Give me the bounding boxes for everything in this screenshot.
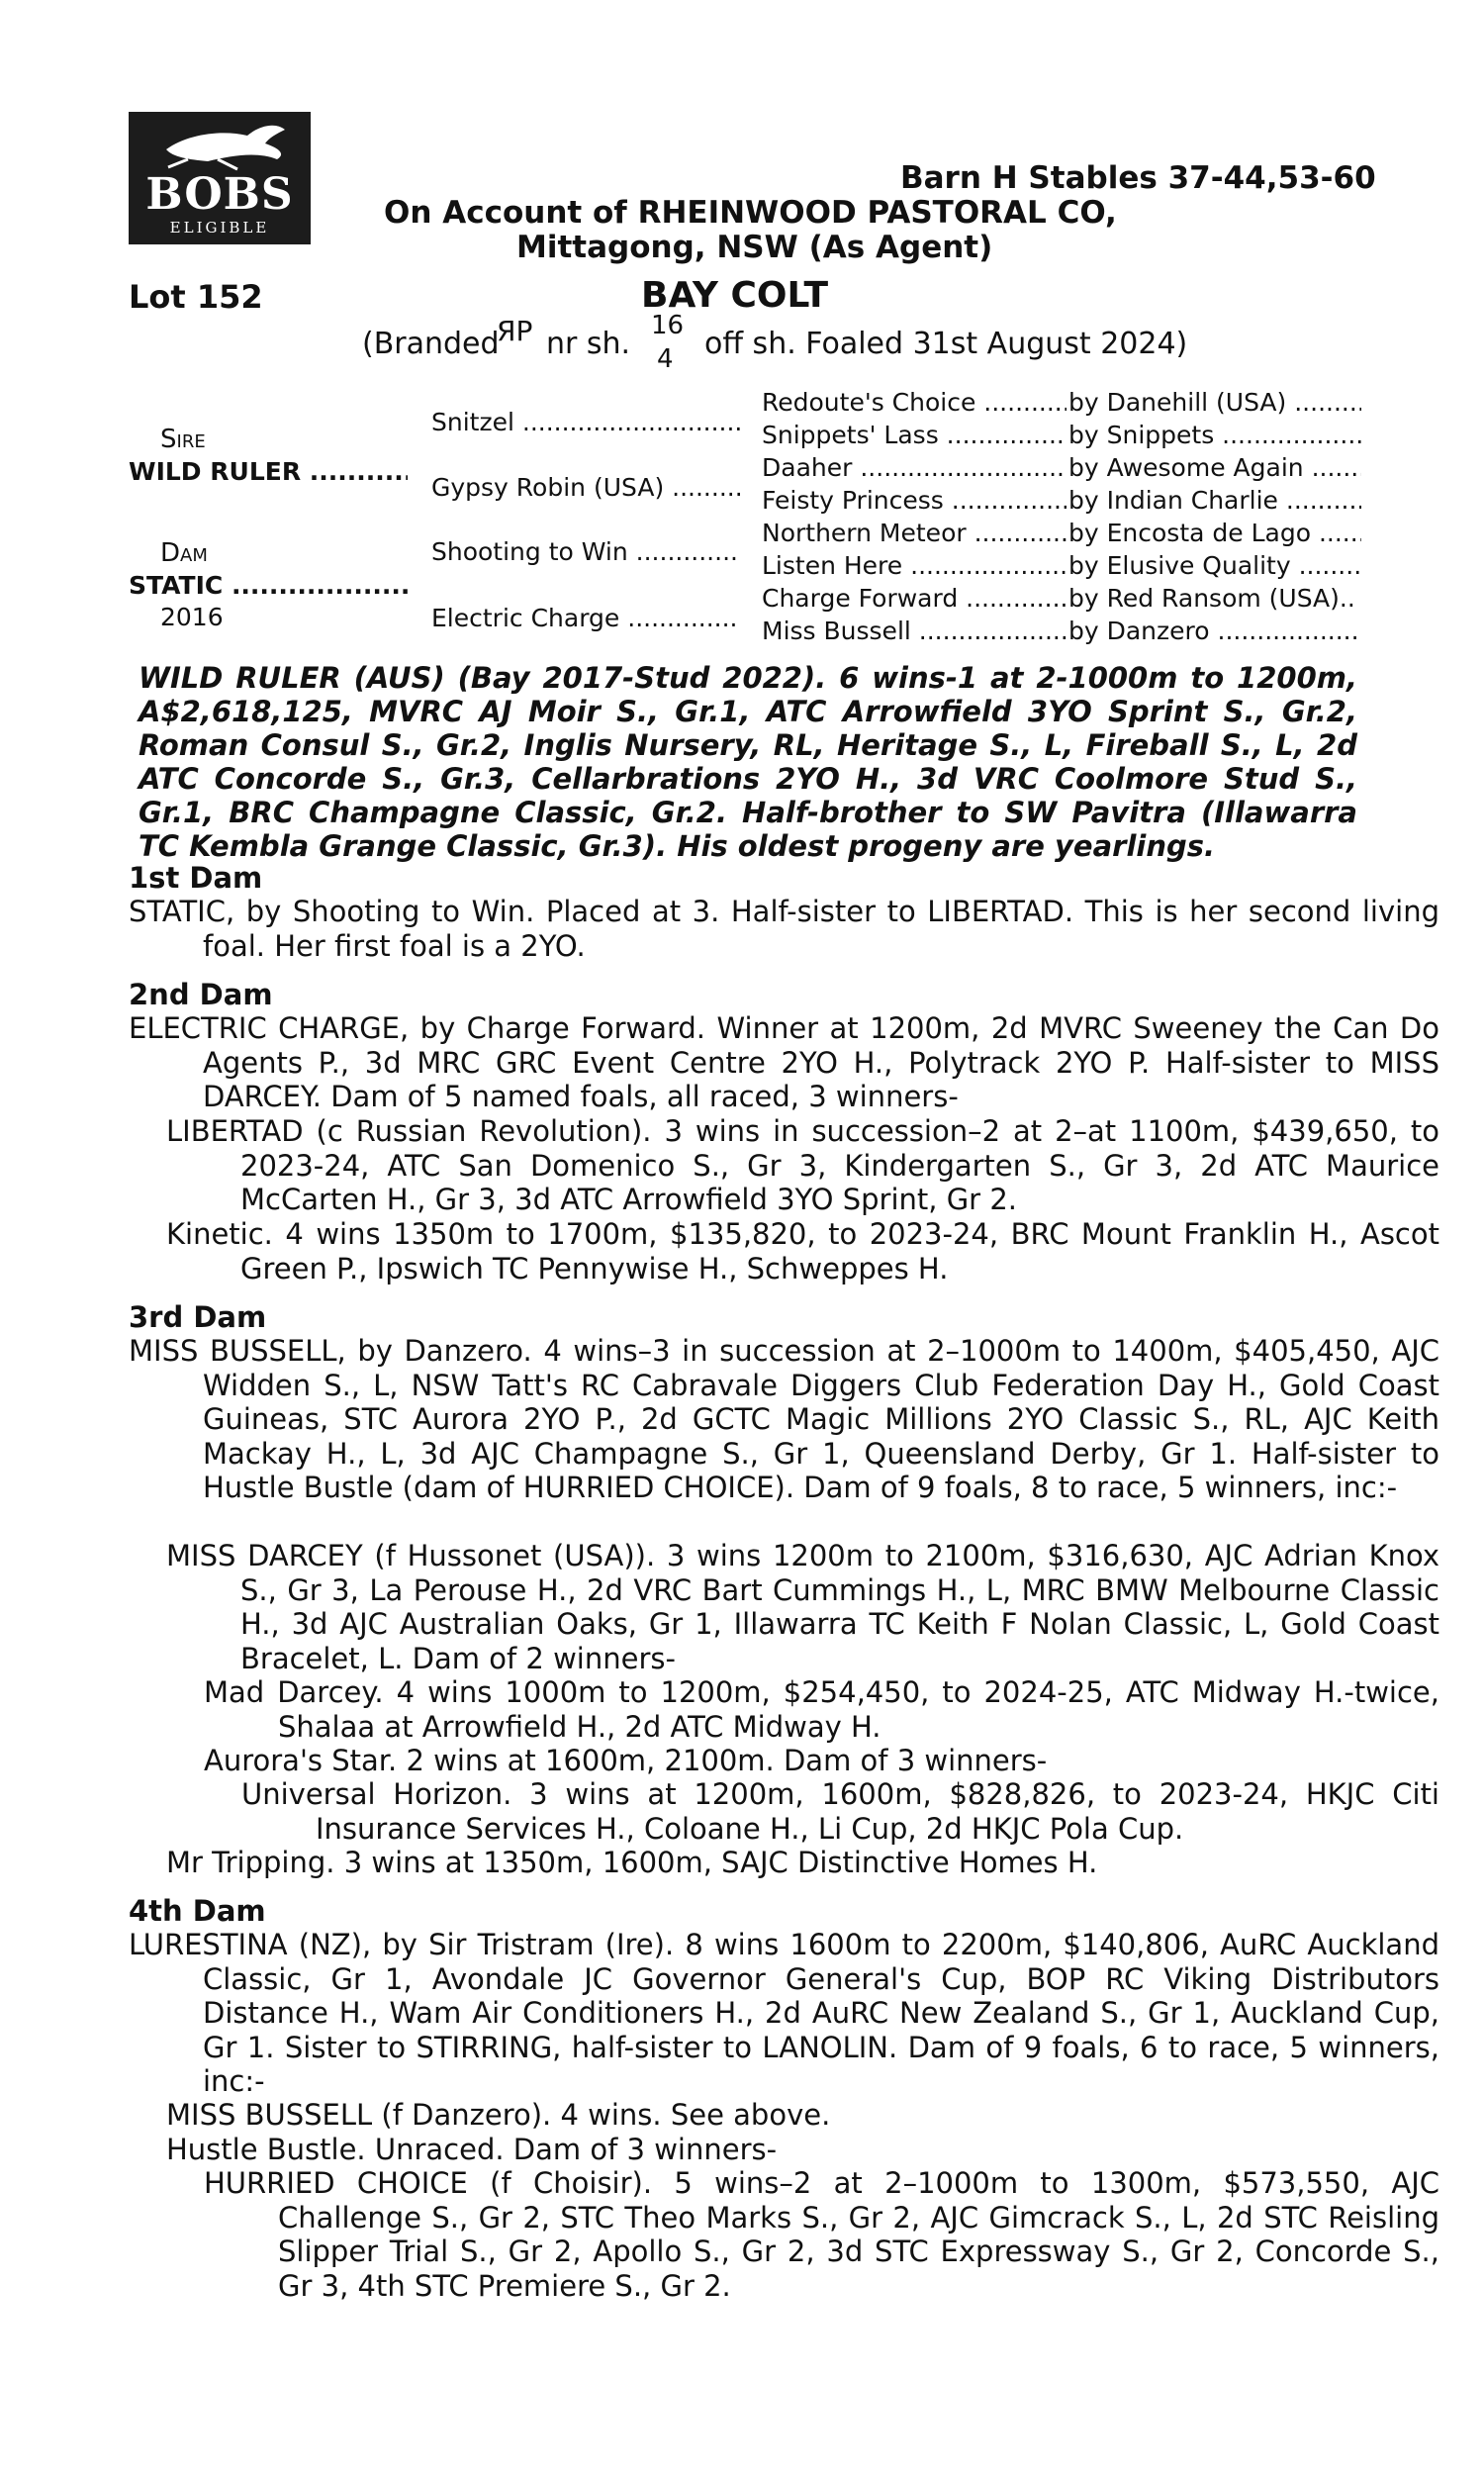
lot-number: Lot 152 xyxy=(129,278,263,316)
fourth-dam-text: LURESTINA (NZ), by Sir Tristram (Ire). 8 wins 1600m to 2200m, $140,806, AuRC Auckland Classic, Gr 1, Avondale JC Governor General's Cup, BOP RC Viking Distributors Distance H., Wam Air Conditioners H., 2d AuRC New Zealand S., Gr 1, Auckland Cup, Gr 1. Sister to STIRRING, half-sister to LANOLIN. Dam of 9 foals, 6 to race, 5 winners, inc:- xyxy=(129,1928,1439,2098)
third-dam-progeny: MISS DARCEY (f Hussonet (USA)). 3 wins 1200m to 2100m, $316,630, AJC Adrian Knox S., Gr 3, La Perouse H., 2d VRC Bart Cummings H., L, MRC BMW Melbourne Classic H., 3d AJC Australian Oaks, Gr 1, Illawarra TC Keith F Nolan Classic, L, Gold Coast Bracelet, L. Dam of 2 winners- xyxy=(166,1539,1439,1675)
brand-number-top: 16 xyxy=(651,311,685,340)
third-dam-progeny: Aurora's Star. 2 wins at 1600m, 2100m. Dam of 3 winners- xyxy=(204,1744,1048,1777)
first-dam-text: STATIC, by Shooting to Win. Placed at 3. Half-sister to LIBERTAD. This is her second living foal. Her first foal is a 2YO. xyxy=(129,895,1439,963)
gen3-by: by Awesome Again ..... xyxy=(1068,453,1361,482)
gen3-by: by Red Ransom (USA).. xyxy=(1068,584,1355,613)
brand-number-bottom: 4 xyxy=(657,344,674,374)
gen3-name: Redoute's Choice ..... xyxy=(762,388,1067,417)
brand-near-side: nr sh. xyxy=(546,327,631,361)
gen3-name: Miss Bussell ..... xyxy=(762,617,1067,645)
brand-prefix: (Branded xyxy=(362,327,500,361)
barn-location: Barn H Stables 37-44,53-60 xyxy=(900,160,1376,196)
third-dam-progeny: Mr Tripping. 3 wins at 1350m, 1600m, SAJC Distinctive Homes H. xyxy=(166,1846,1098,1879)
vendor-location: Mittagong, NSW (As Agent) xyxy=(516,230,993,265)
second-dam-progeny: Kinetic. 4 wins 1350m to 1700m, $135,820, to 2023-24, BRC Mount Franklin H., Ascot Green P., Ipswich TC Pennywise H., Schweppes H. xyxy=(166,1217,1439,1285)
dam-dam: Electric Charge ..... xyxy=(431,604,740,632)
brand-mark: ЯP xyxy=(497,315,533,347)
sire-name: WILD RULER ..... xyxy=(129,457,408,486)
gen3-by: by Danehill (USA) ..... xyxy=(1068,388,1361,417)
first-dam-heading: 1st Dam xyxy=(129,861,263,895)
fourth-dam-progeny: HURRIED CHOICE (f Choisir). 5 wins–2 at 2–1000m to 1300m, $573,550, AJC Challenge S., Gr 2, STC Theo Marks S., Gr 2, AJC Gimcrack S., L, 2d STC Reisling Slipper Trial S., Gr 2, Apollo S., Gr 2, 3d STC Expressway S., Gr 2, Concorde S., Gr 3, 4th STC Premiere S., Gr 2. xyxy=(204,2166,1439,2303)
gen3-name: Charge Forward ..... xyxy=(762,584,1067,613)
fourth-dam-progeny: MISS BUSSELL (f Danzero). 4 wins. See above. xyxy=(166,2098,831,2132)
gen3-name: Northern Meteor ..... xyxy=(762,519,1067,547)
dam-foal-year: 2016 xyxy=(160,603,224,631)
third-dam-progeny: Universal Horizon. 3 wins at 1200m, 1600m, $828,826, to 2023-24, HKJC Citi Insurance Services H., Coloane H., Li Cup, 2d HKJC Pola Cup. xyxy=(241,1777,1439,1846)
dam-sire: Shooting to Win ..... xyxy=(431,537,740,566)
third-dam-heading: 3rd Dam xyxy=(129,1300,267,1334)
second-dam-progeny: LIBERTAD (c Russian Revolution). 3 wins in succession–2 at 2–at 1100m, $439,650, to 2023-24, ATC San Domenico S., Gr 3, Kindergarten S., Gr 3, 2d ATC Maurice McCarten H., Gr 3, 3d ATC Arrowfield 3YO Sprint, Gr 2. xyxy=(166,1114,1439,1216)
gen3-by: by Indian Charlie ..... xyxy=(1068,486,1361,515)
bobs-eligible-logo xyxy=(129,112,311,244)
second-dam-heading: 2nd Dam xyxy=(129,978,273,1011)
sire-sire: Snitzel ..... xyxy=(431,408,740,436)
logo-text: BOBS xyxy=(145,169,294,220)
gen3-name: Snippets' Lass ..... xyxy=(762,421,1067,449)
gen3-name: Feisty Princess ..... xyxy=(762,486,1067,515)
sire-summary: WILD RULER (AUS) (Bay 2017-Stud 2022). 6 wins-1 at 2-1000m to 1200m, A$2,618,125, MVRC AJ Moir S., Gr.1, ATC Arrowfield 3YO Sprint S., Gr.2, Roman Consul S., Gr.2, Inglis Nursery, RL, Heritage S., L, Fireball S., L, 2d ATC Concorde S., Gr.3, Cellarbrations 2YO H., 3d VRC Coolmore Stud S., Gr.1, BRC Champagne Classic, Gr.2. Half-brother to SW Pavitra (Illawarra TC Kembla Grange Classic, Gr.3). His oldest progeny are yearlings. xyxy=(139,661,1357,863)
second-dam-text: ELECTRIC CHARGE, by Charge Forward. Winner at 1200m, 2d MVRC Sweeney the Can Do Agents P., 3d MRC GRC Event Centre 2YO H., Polytrack 2YO P. Half-sister to MISS DARCEY. Dam of 5 named foals, all raced, 3 winners- xyxy=(129,1011,1439,1113)
vendor-account: On Account of RHEINWOOD PASTORAL CO, xyxy=(384,195,1117,231)
gen3-by: by Snippets ..... xyxy=(1068,421,1361,449)
sire-dam: Gypsy Robin (USA) ..... xyxy=(431,473,740,502)
dam-label: Dam xyxy=(160,538,208,568)
gen3-name: Listen Here ..... xyxy=(762,551,1067,580)
dam-name: STATIC ..... xyxy=(129,571,408,600)
brand-off-side-foaled: off sh. Foaled 31st August 2024) xyxy=(704,327,1188,361)
gen3-by: by Danzero ..... xyxy=(1068,617,1361,645)
third-dam-text: MISS BUSSELL, by Danzero. 4 wins–3 in succession at 2–1000m to 1400m, $405,450, AJC Widden S., L, NSW Tatt's RC Cabravale Diggers Club Federation Day H., Gold Coast Guineas, STC Aurora 2YO P., 2d GCTC Magic Millions 2YO Classic S., RL, AJC Keith Mackay H., L, 3d AJC Champagne S., Gr 1, Queensland Derby, Gr 1. Half-sister to Hustle Bustle (dam of HURRIED CHOICE). Dam of 9 foals, 8 to race, 5 winners, inc:- xyxy=(129,1334,1439,1504)
gen3-name: Daaher ..... xyxy=(762,453,1067,482)
gen3-by: by Encosta de Lago ..... xyxy=(1068,519,1361,547)
third-dam-progeny: Mad Darcey. 4 wins 1000m to 1200m, $254,450, to 2024-25, ATC Midway H.-twice, Shalaa at Arrowfield H., 2d ATC Midway H. xyxy=(204,1675,1439,1744)
gen3-by: by Elusive Quality ..... xyxy=(1068,551,1361,580)
sire-label: Sire xyxy=(160,425,206,454)
logo-subtext: ELIGIBLE xyxy=(169,219,270,237)
fourth-dam-heading: 4th Dam xyxy=(129,1894,266,1928)
fourth-dam-progeny: Hustle Bustle. Unraced. Dam of 3 winners- xyxy=(166,2133,778,2166)
horse-title: BAY COLT xyxy=(641,275,829,316)
